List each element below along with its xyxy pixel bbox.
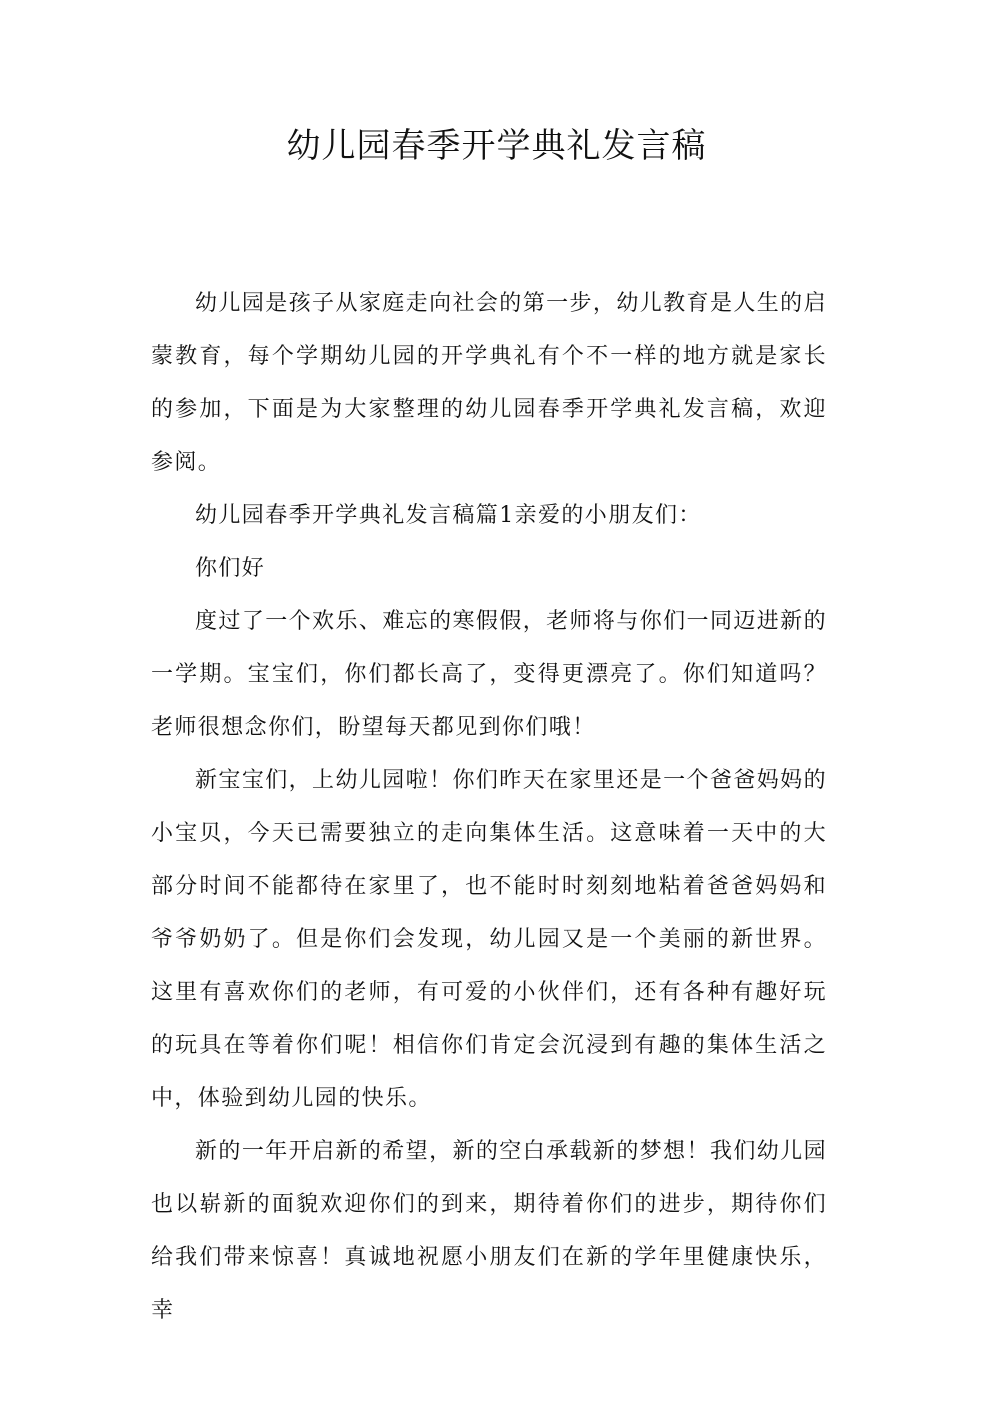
paragraph-greeting: 你们好 <box>195 556 266 581</box>
paragraph-new-year: 新的一年开启新的希望，新的空白承载新的梦想！我们幼儿园也以崭新的面貌欢迎你们的到来，期待着你们的进步，期待你们给我们带来惊喜！真诚地祝愿小朋友们在新的学年里健康快乐，幸 <box>151 1139 827 1323</box>
paragraph-new-babies: 新宝宝们，上幼儿园啦！你们昨天在家里还是一个爸爸妈妈的小宝贝，今天已需要独立的走向集体生活。这意味着一天中的大部分时间不能都待在家里了，也不能时时刻刻地粘着爸爸妈妈和爷爷奶奶了。但是你们会发现，幼儿园又是一个美丽的新世界。这里有喜欢你们的老师，有可爱的小伙伴们，还有各种有趣好玩的玩具在等着你们呢！相信你们肯定会沉浸到有趣的集体生活之中，体验到幼儿园的快乐。 <box>151 768 827 1111</box>
document-body <box>151 277 827 1337</box>
paragraph-speech-heading: 幼儿园春季开学典礼发言稿篇1亲爱的小朋友们： <box>195 503 702 528</box>
document-title: 幼儿园春季开学典礼发言稿 <box>286 126 707 166</box>
paragraph-intro: 幼儿园是孩子从家庭走向社会的第一步，幼儿教育是人生的启蒙教育，每个学期幼儿园的开学典礼有个不一样的地方就是家长的参加，下面是为大家整理的幼儿园春季开学典礼发言稿，欢迎参阅。 <box>151 291 827 475</box>
paragraph-new-semester: 度过了一个欢乐、难忘的寒假假，老师将与你们一同迈进新的一学期。宝宝们，你们都长高了，变得更漂亮了。你们知道吗？老师很想念你们，盼望每天都见到你们哦！ <box>151 609 827 740</box>
